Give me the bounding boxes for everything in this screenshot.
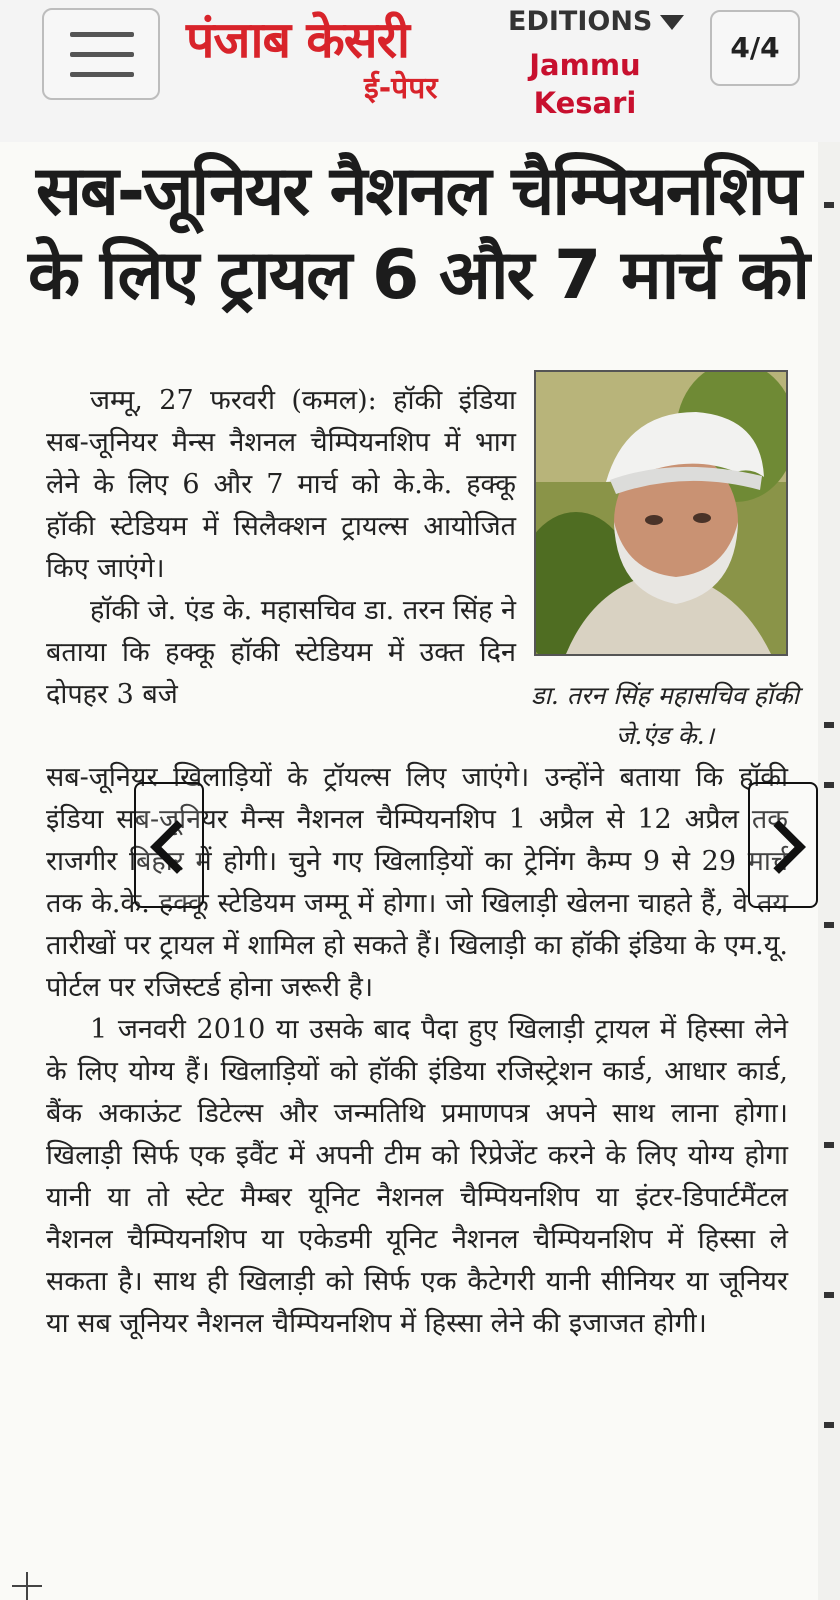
punjab-kesari-logo[interactable] <box>186 4 466 114</box>
text-fragment <box>824 1292 834 1298</box>
article-photo <box>534 370 788 656</box>
text-fragment <box>824 782 834 788</box>
menu-bar-icon <box>70 52 134 57</box>
logo-subtitle: ई-पेपर <box>364 71 438 106</box>
article-paragraph: हॉकी जे. एंड के. महासचिव डा. तरन सिंह ने बताया कि हक्कू हॉकी स्टेडियम में उक्त दिन दोपहर 3 बजे <box>46 595 516 710</box>
editions-dropdown[interactable] <box>508 6 684 37</box>
page-indicator-button[interactable]: 4/4 <box>710 10 800 86</box>
photo-caption: डा. तरन सिंह महासचिव हॉकी जे.एंड के.। <box>531 681 799 750</box>
article-paragraph: जम्मू, 27 फरवरी (कमल): हॉकी इंडिया सब-जूनियर मैन्स नैशनल चैम्पियनशिप में भाग लेने के लिए 6 और 7 मार्च को के.के. हक्कू हॉकी स्टेडियम में सिलैक्शन ट्रायल्स आयोजित किए जाएंगे। <box>46 385 516 584</box>
adjacent-page-edge <box>818 142 840 1600</box>
text-fragment <box>824 202 834 208</box>
crop-mark <box>12 1585 42 1587</box>
text-fragment <box>824 722 834 728</box>
text-fragment <box>824 1142 834 1148</box>
chevron-left-icon <box>150 820 204 874</box>
previous-page-button[interactable] <box>134 782 204 908</box>
editions-label: EDITIONS <box>508 6 653 37</box>
logo-title: पंजाब केसरी <box>186 11 410 69</box>
hamburger-menu-button[interactable] <box>42 8 160 100</box>
chevron-right-icon <box>752 820 806 874</box>
text-fragment <box>824 1422 834 1428</box>
current-edition[interactable]: Jammu Kesari <box>529 48 641 120</box>
menu-bar-icon <box>70 72 134 77</box>
article-paragraph: सब-जूनियर खिलाड़ियों के ट्रॉयल्स लिए जाएंगे। उन्होंने बताया कि हॉकी इंडिया सब-जूनियर मैन्स नैशनल चैम्पियनशिप 1 अप्रैल से 12 अप्रैल तक राजगीर बिहार में होगी। चुने गए खिलाड़ियों का ट्रेनिंग कैम्प 9 से 29 मार्च तक के.के. हक्कू स्टेडियम जम्मू में होगा। जो खिलाड़ी खेलना चाहते हैं, वे तय तारीखों पर ट्रायल में शामिल हो सकते हैं। खिलाड़ी का हॉकी इंडिया के एम.यू. पोर्टल पर रजिस्टर्ड होना जरूरी है। <box>46 762 788 1003</box>
photo-portrait <box>536 372 786 654</box>
article-paragraph: 1 जनवरी 2010 या उसके बाद पैदा हुए खिलाड़ी ट्रायल में हिस्सा लेने के लिए योग्य हैं। खिलाड़ियों को हॉकी इंडिया रजिस्ट्रेशन कार्ड, आधार कार्ड, बैंक अकाऊंट डिटेल्स और जन्मतिथि प्रमाणपत्र अपने साथ लाना होगा। खिलाड़ी सिर्फ एक इवैंट में अपनी टीम को रिप्रेजेंट करने के लिए योग्य होगा यानी या तो स्टेट मैम्बर यूनिट नैशनल चैम्पियनशिप या इंटर-डिपार्टमैंटल नैशनल चैम्पियनशिप या एकेडमी यूनिट नैशनल चैम्पियनशिप में हिस्सा ले सकता है। साथ ही खिलाड़ी को सिर्फ एक कैटेगरी यानी सीनियर या जूनियर या सब जूनियर नैशनल चैम्पियनशिप में हिस्सा लेने की इजाजत होगी। <box>46 1014 788 1339</box>
text-fragment <box>824 922 834 928</box>
article-body-column <box>46 380 516 716</box>
menu-bar-icon <box>70 32 134 37</box>
next-page-button[interactable] <box>748 782 818 908</box>
top-bar <box>0 0 840 142</box>
caret-down-icon <box>660 15 684 30</box>
article-headline: सब-जूनियर नैशनल चैम्पियनशिप के लिए ट्रायल 6 और 7 मार्च को <box>28 152 808 315</box>
